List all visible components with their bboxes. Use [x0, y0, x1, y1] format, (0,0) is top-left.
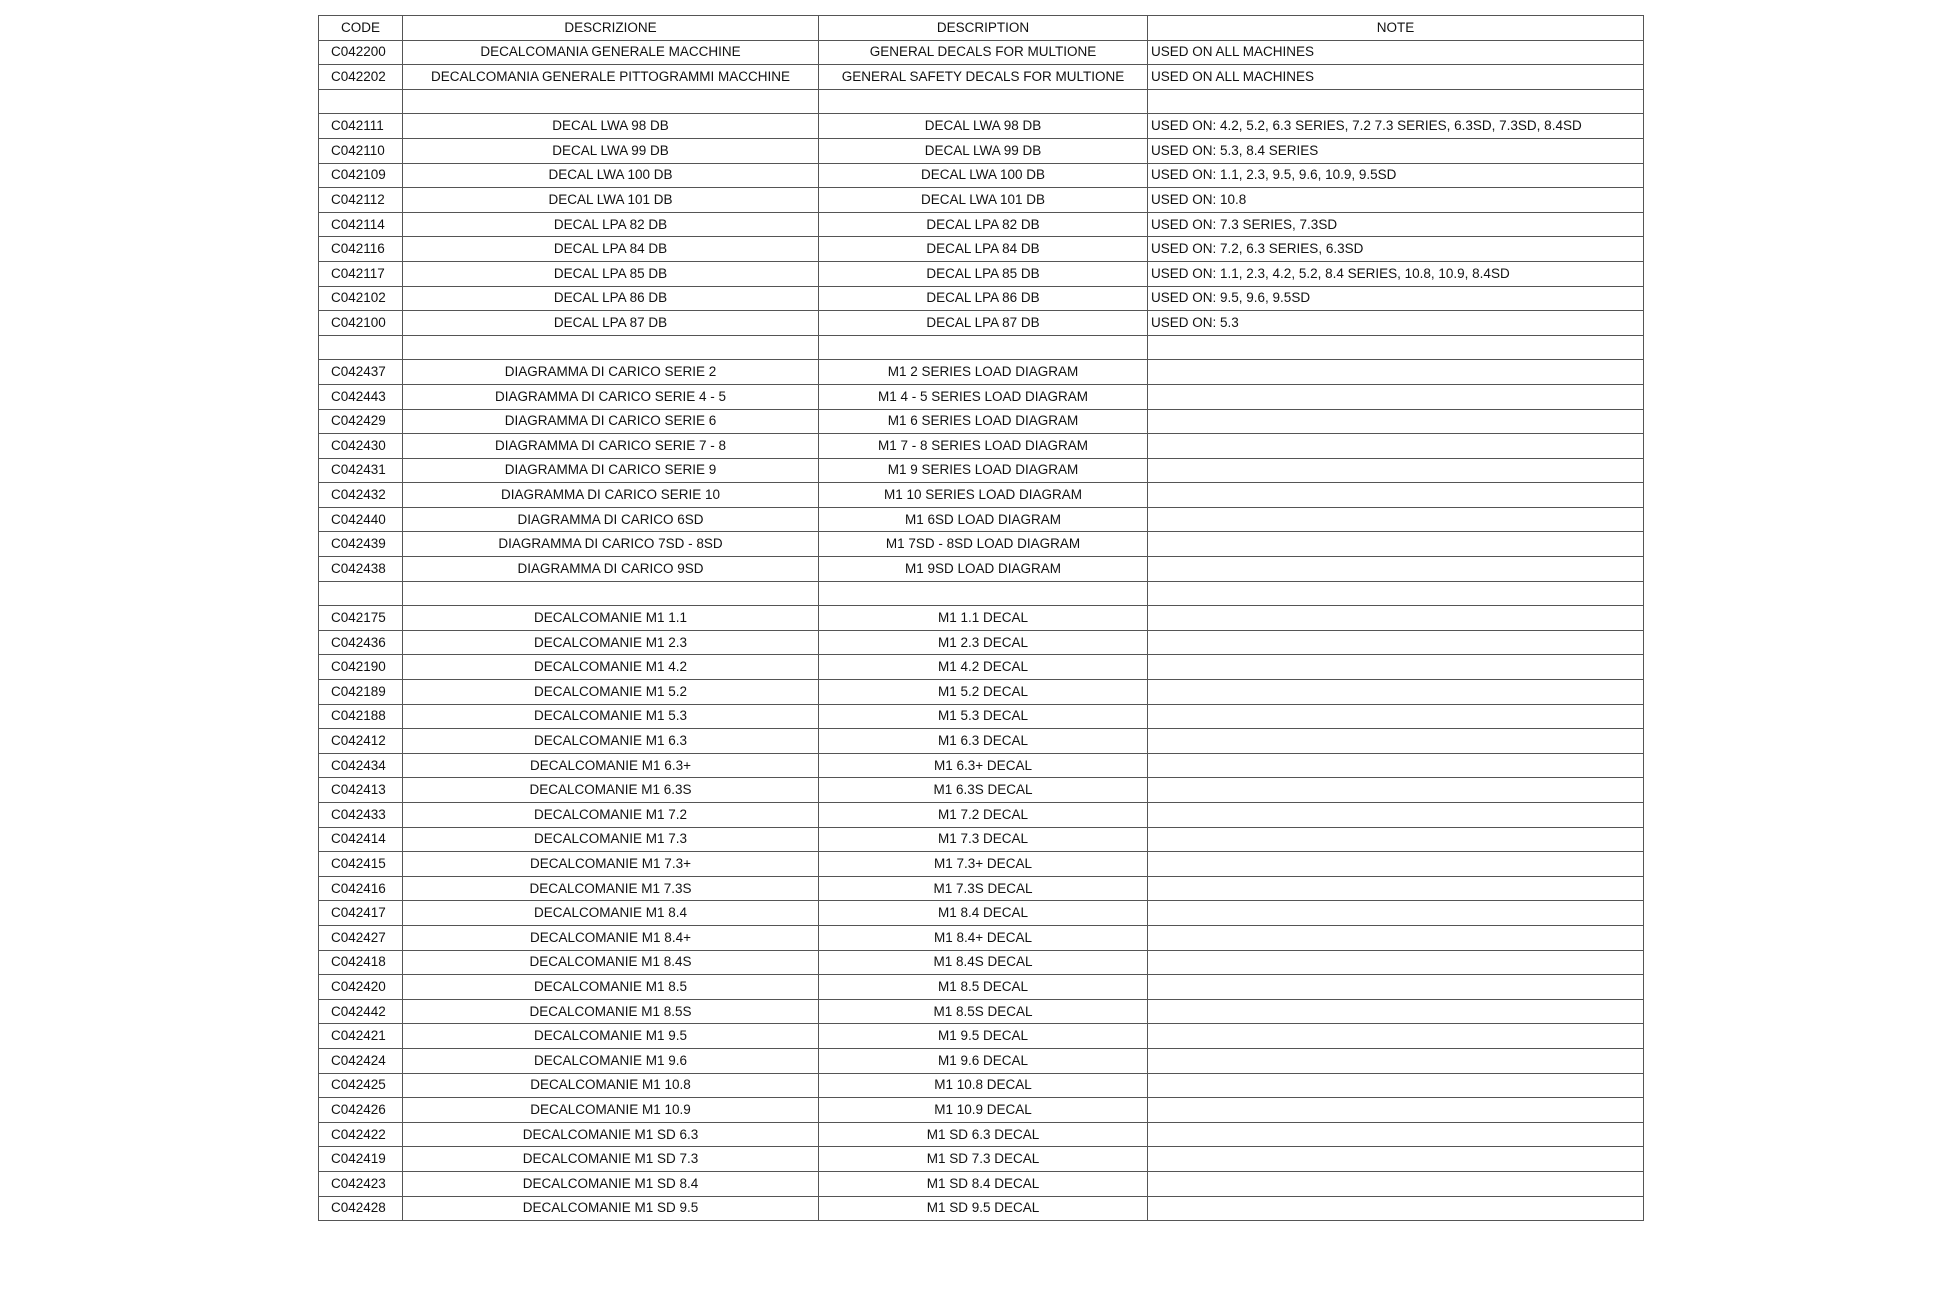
cell-code: C042116	[319, 237, 403, 262]
cell-description: DECAL LWA 101 DB	[819, 188, 1148, 213]
table-row	[319, 557, 1644, 582]
cell-note	[1148, 950, 1644, 975]
cell-note	[1148, 876, 1644, 901]
cell-note	[1148, 655, 1644, 680]
cell-description: M1 2.3 DECAL	[819, 630, 1148, 655]
table-row	[319, 753, 1644, 778]
cell-code: C042419	[319, 1147, 403, 1172]
cell-descrizione: DECALCOMANIE M1 1.1	[403, 606, 819, 631]
header-descrizione: DESCRIZIONE	[403, 16, 819, 41]
header-description: DESCRIPTION	[819, 16, 1148, 41]
cell-description: M1 9.5 DECAL	[819, 1024, 1148, 1049]
cell-descrizione: DIAGRAMMA DI CARICO SERIE 6	[403, 409, 819, 434]
cell-code: C042424	[319, 1048, 403, 1073]
cell-code: C042431	[319, 458, 403, 483]
cell-descrizione: DECALCOMANIE M1 6.3	[403, 729, 819, 754]
cell-description: GENERAL DECALS FOR MULTIONE	[819, 40, 1148, 65]
cell-note	[1148, 581, 1644, 606]
table-row	[319, 852, 1644, 877]
cell-note	[1148, 409, 1644, 434]
cell-descrizione: DECALCOMANIE M1 7.2	[403, 803, 819, 828]
cell-descrizione: DECAL LPA 87 DB	[403, 311, 819, 336]
cell-note	[1148, 1048, 1644, 1073]
cell-descrizione: DECAL LPA 82 DB	[403, 212, 819, 237]
cell-note	[1148, 434, 1644, 459]
cell-note: USED ON: 1.1, 2.3, 9.5, 9.6, 10.9, 9.5SD	[1148, 163, 1644, 188]
cell-description: M1 10.8 DECAL	[819, 1073, 1148, 1098]
cell-descrizione: DECALCOMANIE M1 7.3	[403, 827, 819, 852]
cell-code: C042418	[319, 950, 403, 975]
cell-note	[1148, 1122, 1644, 1147]
table-row	[319, 704, 1644, 729]
cell-descrizione	[403, 89, 819, 114]
table-row	[319, 40, 1644, 65]
table-row	[319, 384, 1644, 409]
table-row	[319, 360, 1644, 385]
cell-note: USED ON ALL MACHINES	[1148, 65, 1644, 90]
cell-descrizione: DECALCOMANIE M1 6.3+	[403, 753, 819, 778]
cell-description: GENERAL SAFETY DECALS FOR MULTIONE	[819, 65, 1148, 90]
cell-descrizione: DECALCOMANIE M1 SD 6.3	[403, 1122, 819, 1147]
table-row	[319, 975, 1644, 1000]
cell-note	[1148, 704, 1644, 729]
cell-descrizione: DECALCOMANIE M1 8.5S	[403, 999, 819, 1024]
cell-description: M1 8.4 DECAL	[819, 901, 1148, 926]
cell-note	[1148, 1098, 1644, 1123]
cell-note	[1148, 827, 1644, 852]
table-row	[319, 1171, 1644, 1196]
table-row	[319, 483, 1644, 508]
cell-descrizione	[403, 335, 819, 360]
table-row	[319, 532, 1644, 557]
cell-descrizione: DECAL LWA 99 DB	[403, 138, 819, 163]
cell-description: M1 6SD LOAD DIAGRAM	[819, 507, 1148, 532]
cell-note	[1148, 803, 1644, 828]
cell-code: C042100	[319, 311, 403, 336]
cell-description: DECAL LWA 98 DB	[819, 114, 1148, 139]
cell-descrizione: DECALCOMANIE M1 8.4	[403, 901, 819, 926]
cell-descrizione: DIAGRAMMA DI CARICO SERIE 2	[403, 360, 819, 385]
cell-descrizione: DIAGRAMMA DI CARICO 9SD	[403, 557, 819, 582]
cell-description	[819, 581, 1148, 606]
cell-code: C042102	[319, 286, 403, 311]
cell-description: M1 6 SERIES LOAD DIAGRAM	[819, 409, 1148, 434]
cell-code: C042111	[319, 114, 403, 139]
cell-code: C042109	[319, 163, 403, 188]
table-row	[319, 335, 1644, 360]
cell-note	[1148, 1073, 1644, 1098]
cell-descrizione: DECAL LWA 98 DB	[403, 114, 819, 139]
cell-note: USED ON: 5.3	[1148, 311, 1644, 336]
cell-code: C042438	[319, 557, 403, 582]
header-code: CODE	[319, 16, 403, 41]
cell-descrizione: DECALCOMANIE M1 8.4S	[403, 950, 819, 975]
cell-note	[1148, 729, 1644, 754]
cell-code: C042443	[319, 384, 403, 409]
cell-note	[1148, 901, 1644, 926]
cell-note: USED ON: 10.8	[1148, 188, 1644, 213]
cell-note	[1148, 630, 1644, 655]
cell-description: M1 9 SERIES LOAD DIAGRAM	[819, 458, 1148, 483]
cell-description: M1 7.3S DECAL	[819, 876, 1148, 901]
cell-description: DECAL LPA 86 DB	[819, 286, 1148, 311]
cell-description: M1 4.2 DECAL	[819, 655, 1148, 680]
header-note: NOTE	[1148, 16, 1644, 41]
table-row	[319, 1024, 1644, 1049]
table-row	[319, 458, 1644, 483]
cell-code: C042202	[319, 65, 403, 90]
cell-descrizione: DECALCOMANIE M1 5.3	[403, 704, 819, 729]
cell-description: M1 9SD LOAD DIAGRAM	[819, 557, 1148, 582]
cell-descrizione: DIAGRAMMA DI CARICO 7SD - 8SD	[403, 532, 819, 557]
cell-code: C042442	[319, 999, 403, 1024]
cell-code: C042112	[319, 188, 403, 213]
cell-descrizione: DECALCOMANIE M1 7.3+	[403, 852, 819, 877]
cell-description: M1 8.4+ DECAL	[819, 925, 1148, 950]
table-row	[319, 876, 1644, 901]
cell-descrizione: DECAL LPA 85 DB	[403, 261, 819, 286]
cell-code: C042439	[319, 532, 403, 557]
cell-description: M1 SD 8.4 DECAL	[819, 1171, 1148, 1196]
table-row	[319, 729, 1644, 754]
table-row	[319, 409, 1644, 434]
table-row	[319, 901, 1644, 926]
cell-code: C042433	[319, 803, 403, 828]
cell-descrizione: DECALCOMANIE M1 9.6	[403, 1048, 819, 1073]
cell-descrizione: DECALCOMANIE M1 2.3	[403, 630, 819, 655]
cell-descrizione: DECALCOMANIE M1 10.9	[403, 1098, 819, 1123]
table-row	[319, 950, 1644, 975]
cell-code: C042430	[319, 434, 403, 459]
cell-description: M1 2 SERIES LOAD DIAGRAM	[819, 360, 1148, 385]
cell-note: USED ON: 7.2, 6.3 SERIES, 6.3SD	[1148, 237, 1644, 262]
cell-note	[1148, 778, 1644, 803]
cell-code: C042434	[319, 753, 403, 778]
table-row	[319, 237, 1644, 262]
cell-descrizione: DECAL LWA 101 DB	[403, 188, 819, 213]
cell-code: C042440	[319, 507, 403, 532]
cell-code: C042117	[319, 261, 403, 286]
cell-note: USED ON: 4.2, 5.2, 6.3 SERIES, 7.2 7.3 SERIES, 6.3SD, 7.3SD, 8.4SD	[1148, 114, 1644, 139]
table-row	[319, 138, 1644, 163]
cell-descrizione: DECALCOMANIE M1 6.3S	[403, 778, 819, 803]
cell-note: USED ON: 7.3 SERIES, 7.3SD	[1148, 212, 1644, 237]
cell-descrizione: DECALCOMANIA GENERALE MACCHINE	[403, 40, 819, 65]
cell-note	[1148, 1147, 1644, 1172]
cell-description: M1 SD 6.3 DECAL	[819, 1122, 1148, 1147]
decal-parts-table	[318, 15, 1644, 1221]
table-row	[319, 606, 1644, 631]
cell-code: C042114	[319, 212, 403, 237]
cell-note: USED ON ALL MACHINES	[1148, 40, 1644, 65]
table-row	[319, 1048, 1644, 1073]
table-row	[319, 827, 1644, 852]
cell-note	[1148, 532, 1644, 557]
cell-code: C042437	[319, 360, 403, 385]
cell-note	[1148, 483, 1644, 508]
cell-description: M1 SD 9.5 DECAL	[819, 1196, 1148, 1221]
cell-note	[1148, 925, 1644, 950]
table-row	[319, 1147, 1644, 1172]
cell-description: M1 10.9 DECAL	[819, 1098, 1148, 1123]
cell-description: M1 4 - 5 SERIES LOAD DIAGRAM	[819, 384, 1148, 409]
table-body	[319, 40, 1644, 1221]
cell-description: M1 6.3S DECAL	[819, 778, 1148, 803]
cell-code	[319, 581, 403, 606]
cell-description: M1 6.3+ DECAL	[819, 753, 1148, 778]
cell-code: C042189	[319, 680, 403, 705]
table-row	[319, 778, 1644, 803]
cell-description: M1 8.5S DECAL	[819, 999, 1148, 1024]
cell-description: DECAL LPA 84 DB	[819, 237, 1148, 262]
cell-descrizione: DIAGRAMMA DI CARICO SERIE 7 - 8	[403, 434, 819, 459]
table-row	[319, 65, 1644, 90]
cell-code: C042190	[319, 655, 403, 680]
table-row	[319, 188, 1644, 213]
cell-note: USED ON: 5.3, 8.4 SERIES	[1148, 138, 1644, 163]
table-row	[319, 803, 1644, 828]
cell-code: C042429	[319, 409, 403, 434]
cell-description: DECAL LPA 82 DB	[819, 212, 1148, 237]
cell-note	[1148, 507, 1644, 532]
cell-description	[819, 89, 1148, 114]
cell-code: C042417	[319, 901, 403, 926]
cell-descrizione: DIAGRAMMA DI CARICO SERIE 9	[403, 458, 819, 483]
cell-descrizione: DIAGRAMMA DI CARICO SERIE 10	[403, 483, 819, 508]
cell-description: M1 5.3 DECAL	[819, 704, 1148, 729]
table-row	[319, 999, 1644, 1024]
cell-code: C042412	[319, 729, 403, 754]
cell-note	[1148, 557, 1644, 582]
cell-description: M1 1.1 DECAL	[819, 606, 1148, 631]
cell-code	[319, 89, 403, 114]
cell-descrizione: DECALCOMANIE M1 8.4+	[403, 925, 819, 950]
cell-note	[1148, 1171, 1644, 1196]
table-row	[319, 261, 1644, 286]
cell-note	[1148, 1024, 1644, 1049]
cell-descrizione: DECALCOMANIE M1 4.2	[403, 655, 819, 680]
cell-note	[1148, 1196, 1644, 1221]
table-row	[319, 630, 1644, 655]
cell-code: C042420	[319, 975, 403, 1000]
cell-note	[1148, 852, 1644, 877]
cell-code: C042426	[319, 1098, 403, 1123]
cell-note: USED ON: 9.5, 9.6, 9.5SD	[1148, 286, 1644, 311]
table-row	[319, 212, 1644, 237]
cell-descrizione: DECALCOMANIE M1 7.3S	[403, 876, 819, 901]
table-row	[319, 1073, 1644, 1098]
cell-descrizione: DECALCOMANIE M1 10.8	[403, 1073, 819, 1098]
cell-code: C042175	[319, 606, 403, 631]
table-row	[319, 1098, 1644, 1123]
cell-code: C042414	[319, 827, 403, 852]
cell-description: M1 7 - 8 SERIES LOAD DIAGRAM	[819, 434, 1148, 459]
table-row	[319, 507, 1644, 532]
cell-code: C042422	[319, 1122, 403, 1147]
cell-descrizione: DECALCOMANIE M1 9.5	[403, 1024, 819, 1049]
cell-code: C042188	[319, 704, 403, 729]
cell-note: USED ON: 1.1, 2.3, 4.2, 5.2, 8.4 SERIES, 10.8, 10.9, 8.4SD	[1148, 261, 1644, 286]
table-row	[319, 581, 1644, 606]
cell-description: M1 7.3 DECAL	[819, 827, 1148, 852]
table-row	[319, 434, 1644, 459]
cell-descrizione: DECALCOMANIA GENERALE PITTOGRAMMI MACCHINE	[403, 65, 819, 90]
cell-description: M1 10 SERIES LOAD DIAGRAM	[819, 483, 1148, 508]
table-row	[319, 1196, 1644, 1221]
cell-note	[1148, 753, 1644, 778]
cell-descrizione: DECALCOMANIE M1 SD 7.3	[403, 1147, 819, 1172]
cell-description: M1 8.4S DECAL	[819, 950, 1148, 975]
cell-descrizione: DECALCOMANIE M1 SD 8.4	[403, 1171, 819, 1196]
cell-code: C042427	[319, 925, 403, 950]
table-row	[319, 311, 1644, 336]
cell-note	[1148, 458, 1644, 483]
cell-description: DECAL LWA 100 DB	[819, 163, 1148, 188]
cell-description	[819, 335, 1148, 360]
cell-code: C042436	[319, 630, 403, 655]
cell-note	[1148, 360, 1644, 385]
cell-description: M1 9.6 DECAL	[819, 1048, 1148, 1073]
cell-note	[1148, 89, 1644, 114]
cell-description: M1 8.5 DECAL	[819, 975, 1148, 1000]
cell-descrizione: DECALCOMANIE M1 8.5	[403, 975, 819, 1000]
table-row	[319, 89, 1644, 114]
cell-descrizione: DECALCOMANIE M1 SD 9.5	[403, 1196, 819, 1221]
cell-note	[1148, 606, 1644, 631]
cell-note	[1148, 975, 1644, 1000]
cell-code: C042421	[319, 1024, 403, 1049]
cell-descrizione: DIAGRAMMA DI CARICO 6SD	[403, 507, 819, 532]
cell-code: C042428	[319, 1196, 403, 1221]
cell-code	[319, 335, 403, 360]
cell-description: M1 6.3 DECAL	[819, 729, 1148, 754]
table-row	[319, 925, 1644, 950]
cell-code: C042416	[319, 876, 403, 901]
cell-description: DECAL LPA 85 DB	[819, 261, 1148, 286]
cell-code: C042432	[319, 483, 403, 508]
cell-code: C042415	[319, 852, 403, 877]
cell-description: DECAL LPA 87 DB	[819, 311, 1148, 336]
table-row	[319, 655, 1644, 680]
cell-description: M1 SD 7.3 DECAL	[819, 1147, 1148, 1172]
cell-description: DECAL LWA 99 DB	[819, 138, 1148, 163]
table-row	[319, 286, 1644, 311]
cell-note	[1148, 335, 1644, 360]
cell-description: M1 7.2 DECAL	[819, 803, 1148, 828]
cell-code: C042423	[319, 1171, 403, 1196]
cell-note	[1148, 680, 1644, 705]
cell-description: M1 7SD - 8SD LOAD DIAGRAM	[819, 532, 1148, 557]
cell-descrizione: DIAGRAMMA DI CARICO SERIE 4 - 5	[403, 384, 819, 409]
cell-description: M1 7.3+ DECAL	[819, 852, 1148, 877]
cell-code: C042200	[319, 40, 403, 65]
header-row	[319, 16, 1644, 41]
cell-descrizione	[403, 581, 819, 606]
table-row	[319, 163, 1644, 188]
cell-code: C042413	[319, 778, 403, 803]
cell-note	[1148, 999, 1644, 1024]
table-header	[319, 16, 1644, 41]
cell-descrizione: DECAL LWA 100 DB	[403, 163, 819, 188]
cell-description: M1 5.2 DECAL	[819, 680, 1148, 705]
table-row	[319, 680, 1644, 705]
cell-descrizione: DECAL LPA 86 DB	[403, 286, 819, 311]
cell-code: C042425	[319, 1073, 403, 1098]
cell-note	[1148, 384, 1644, 409]
table-row	[319, 1122, 1644, 1147]
table-row	[319, 114, 1644, 139]
cell-descrizione: DECALCOMANIE M1 5.2	[403, 680, 819, 705]
cell-code: C042110	[319, 138, 403, 163]
cell-descrizione: DECAL LPA 84 DB	[403, 237, 819, 262]
